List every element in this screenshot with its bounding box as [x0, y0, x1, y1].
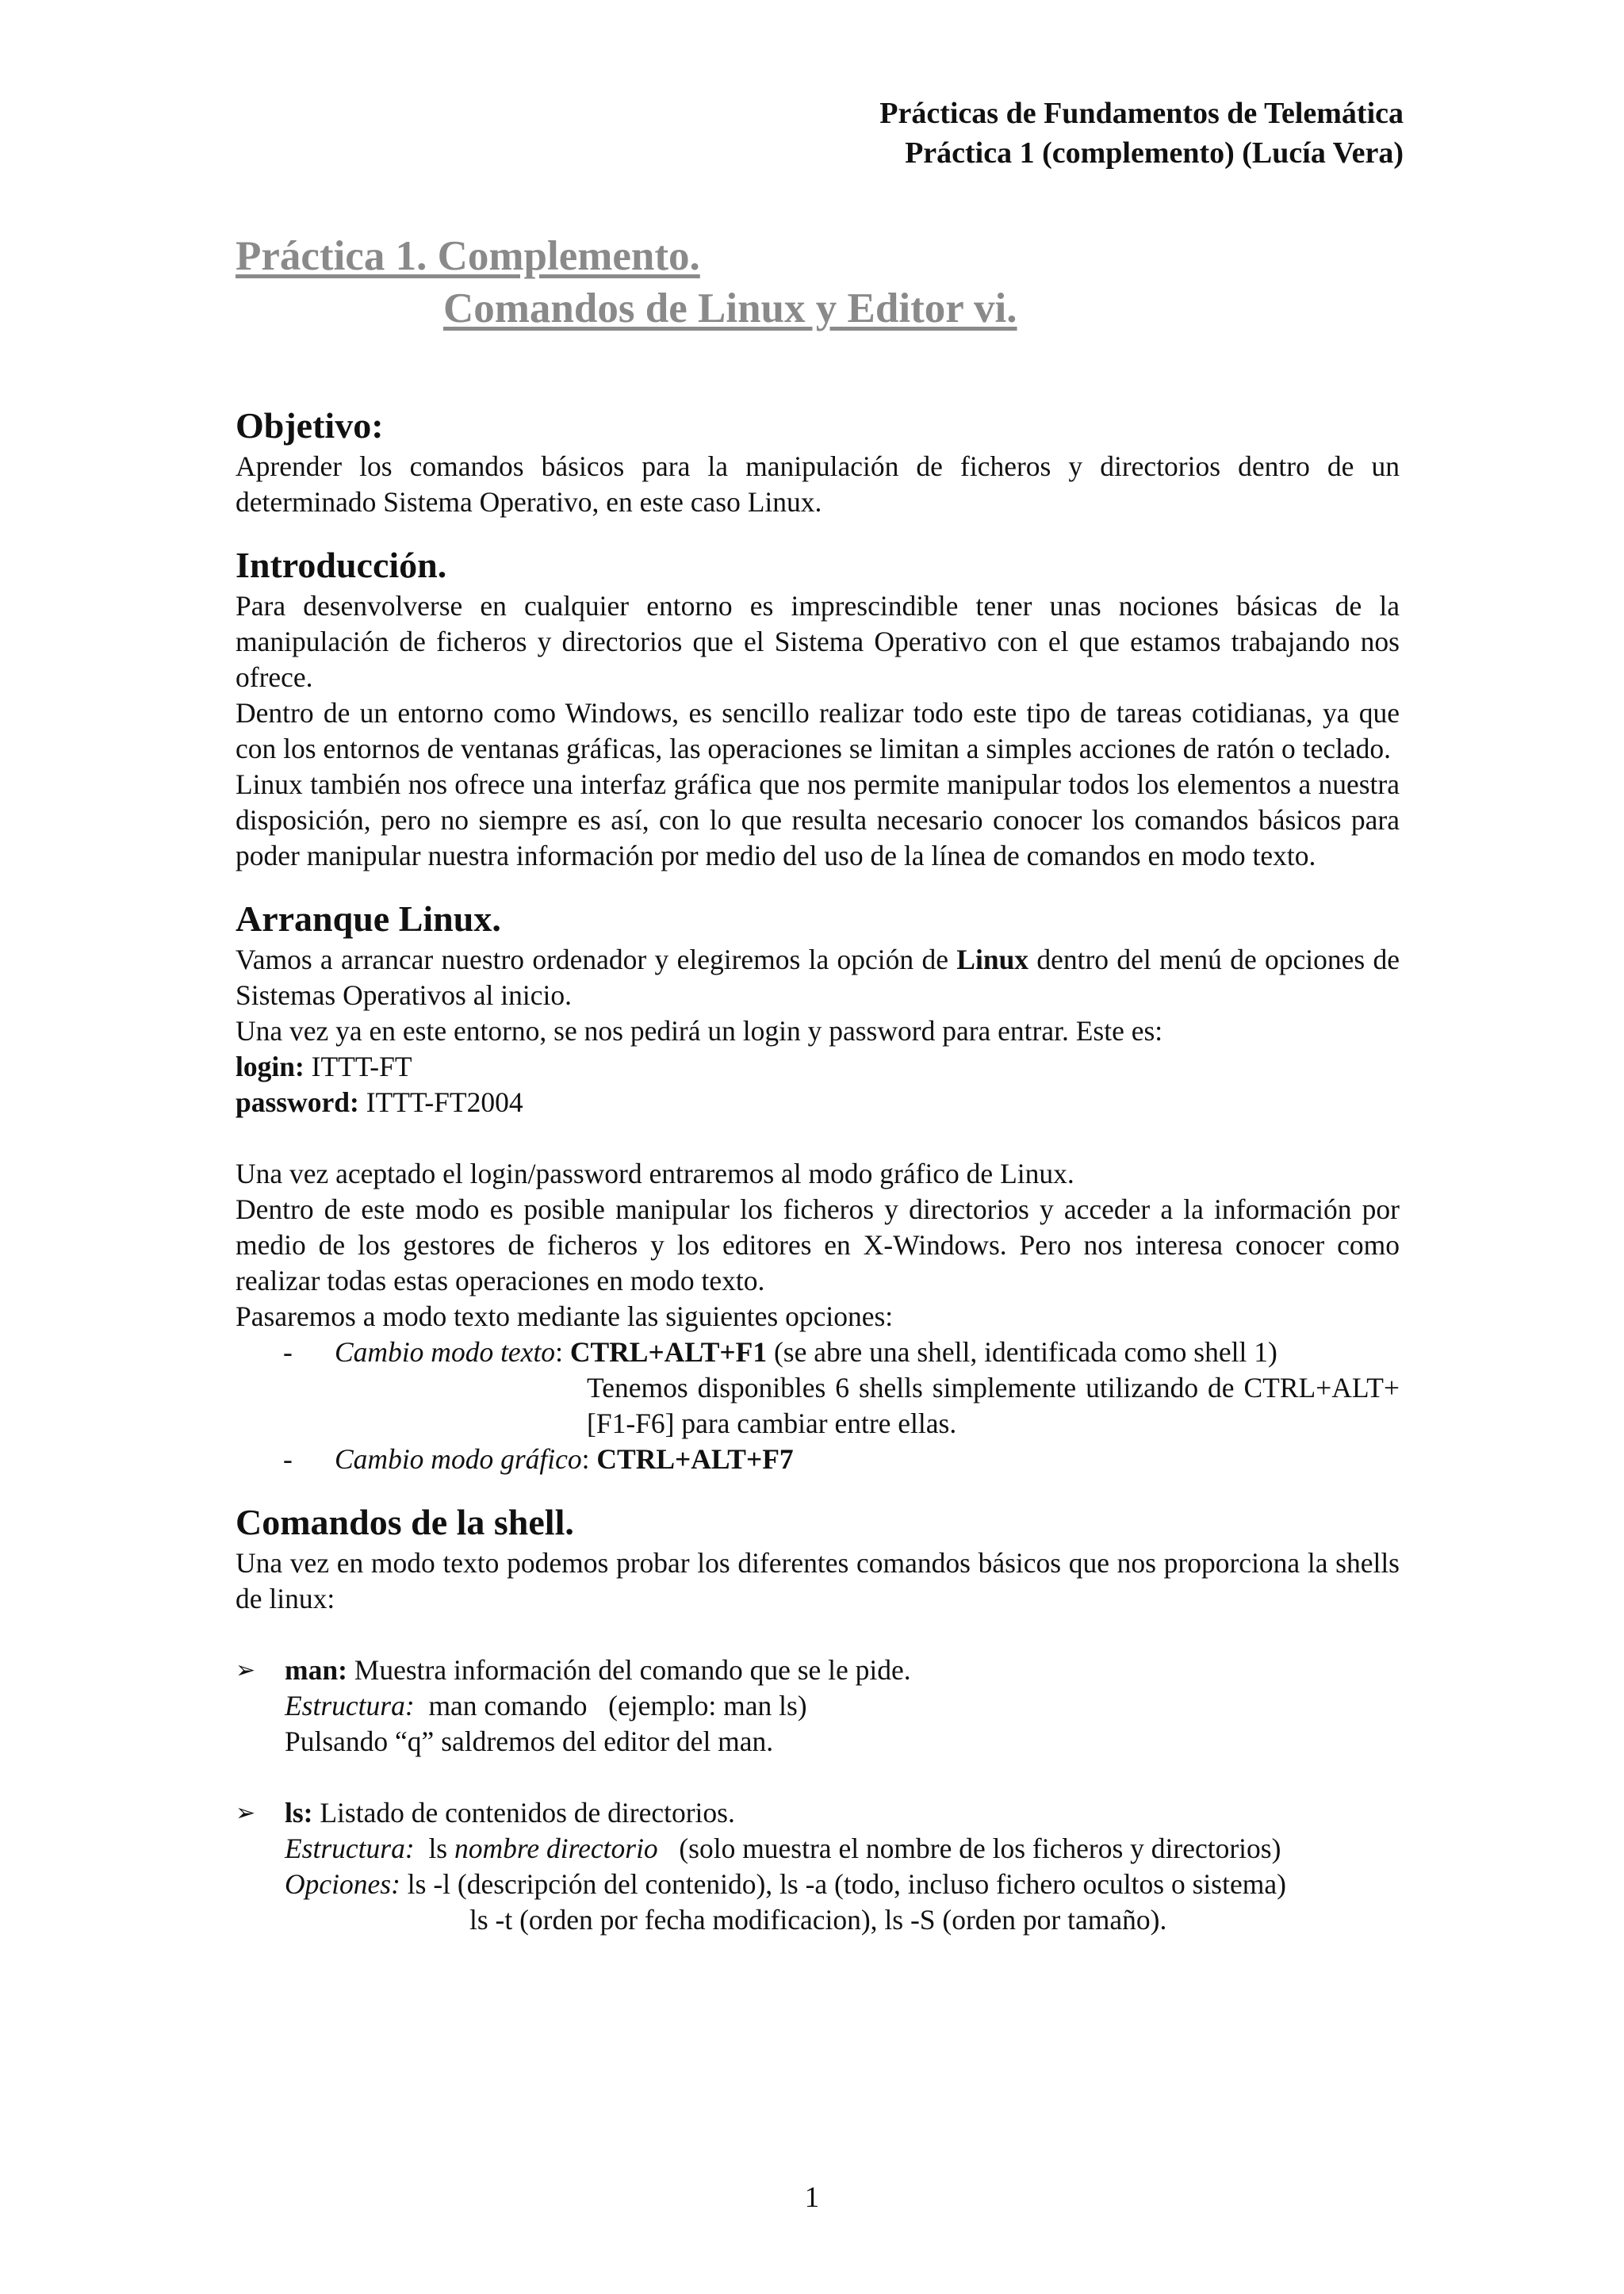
options-line-1: ls -l (descripción del contenido), ls -a (todo, incluso fichero ocultos o sistema)	[400, 1868, 1286, 1900]
option-label: Cambio modo gráfico	[335, 1443, 582, 1475]
objetivo-text: Aprender los comandos básicos para la manipulación de ficheros y directorios dentro de un determinado Sistema Operativo, en este caso Linux.	[236, 450, 1400, 518]
command-desc: Muestra información del comando que se le pide.	[347, 1654, 911, 1686]
arranque-paragraph-3: Una vez aceptado el login/password entraremos al modo gráfico de Linux.	[236, 1158, 1074, 1189]
objetivo-heading: Objetivo:	[236, 405, 384, 446]
list-dash: -	[283, 1336, 293, 1368]
page-number: 1	[804, 2181, 820, 2214]
options-line-2: ls -t (orden por fecha modificacion), ls -S (orden por tamaño).	[469, 1904, 1167, 1936]
structure-label: Estructura:	[285, 1690, 415, 1721]
list-dash: -	[283, 1443, 293, 1475]
document-title	[236, 230, 1017, 335]
command-man	[236, 1653, 1400, 1760]
header-course: Prácticas de Fundamentos de Telemática	[879, 97, 1404, 130]
login-line	[236, 1049, 1400, 1085]
structure-label: Estructura:	[285, 1833, 415, 1864]
command-name: man:	[285, 1654, 347, 1686]
command-name: ls:	[285, 1797, 313, 1829]
password-line	[236, 1085, 1400, 1120]
arranque-paragraph-5: Pasaremos a modo texto mediante las siguientes opciones:	[236, 1300, 894, 1332]
command-ls: ➢ ls: Listado de contenidos de directorios. Estructura: ls nombre directorio (solo muestra el nombre de los ficheros y directorios) Opciones: ls -l (descripción del contenido), ls -a (todo, incluso fichero ocultos o sistema) ls -t (orden por fecha modificacion), ls -S (orden por tamaño).	[236, 1795, 1400, 1938]
comandos-intro: Una vez en modo texto podemos probar los diferentes comandos básicos que nos proporciona la shells de linux:	[236, 1547, 1400, 1614]
command-desc: Listado de contenidos de directorios.	[312, 1797, 735, 1829]
structure-text: man comando (ejemplo: man ls)	[414, 1690, 807, 1721]
arranque-paragraph-1: Vamos a arrancar nuestro ordenador y elegiremos la opción de Linux dentro del menú de opciones de Sistemas Operativos al inicio.	[236, 944, 1400, 1011]
option-text-mode: - Cambio modo texto: CTRL+ALT+F1 (se abre una shell, identificada como shell 1)	[236, 1335, 1400, 1370]
option-label: Cambio modo texto	[335, 1336, 556, 1368]
option-text-mode-detail: Tenemos disponibles 6 shells simplemente utilizando de CTRL+ALT+[F1-F6] para cambiar entre ellas.	[587, 1372, 1400, 1439]
structure-arg: nombre directorio	[454, 1833, 658, 1864]
command-note: Pulsando “q” saldremos del editor del man.	[285, 1725, 774, 1757]
option-keys: CTRL+ALT+F7	[596, 1443, 794, 1475]
document-body	[236, 403, 1400, 1938]
title-line-1: Práctica 1. Complemento.	[236, 233, 700, 279]
options-label: Opciones:	[285, 1868, 400, 1900]
option-graphic-mode: - Cambio modo gráfico: CTRL+ALT+F7	[236, 1442, 1400, 1477]
password-label: password:	[236, 1086, 359, 1118]
comandos-heading: Comandos de la shell.	[236, 1502, 574, 1542]
page-header	[879, 94, 1404, 173]
title-line-2: Comandos de Linux y Editor vi.	[443, 285, 1017, 331]
introduccion-paragraph-2: Dentro de un entorno como Windows, es sencillo realizar todo este tipo de tareas cotidianas, ya que con los entornos de ventanas gráficas, las operaciones se limitan a simples acciones de ratón o teclado.	[236, 697, 1400, 764]
login-value: ITTT-FT	[304, 1051, 412, 1082]
introduccion-heading: Introducción.	[236, 545, 447, 585]
arranque-paragraph-2: Una vez ya en este entorno, se nos pedirá un login y password para entrar. Este es:	[236, 1015, 1163, 1047]
option-keys: CTRL+ALT+F1	[569, 1336, 768, 1368]
arranque-paragraph-4: Dentro de este modo es posible manipular los ficheros y directorios y acceder a la información por medio de los gestores de ficheros y los editores en X-Windows. Pero nos interesa conocer como realizar todas estas operaciones en modo texto.	[236, 1193, 1400, 1296]
arranque-heading: Arranque Linux.	[236, 898, 501, 939]
linux-bold: Linux	[956, 944, 1029, 975]
introduccion-paragraph-3: Linux también nos ofrece una interfaz gráfica que nos permite manipular todos los elementos a nuestra disposición, pero no siempre es así, con lo que resulta necesario conocer los comandos básicos para poder manipular nuestra información por medio del uso de la línea de comandos en modo texto.	[236, 768, 1400, 871]
arrow-bullet-icon: ➢	[236, 1656, 256, 1684]
introduccion-paragraph-1: Para desenvolverse en cualquier entorno es imprescindible tener unas nociones básicas de la manipulación de ficheros y directorios que el Sistema Operativo con el que estamos trabajando nos ofrece.	[236, 590, 1400, 693]
header-practice: Práctica 1 (complemento) (Lucía Vera)	[905, 136, 1404, 170]
password-value: ITTT-FT2004	[358, 1086, 523, 1118]
login-label: login:	[236, 1051, 304, 1082]
arrow-bullet-icon: ➢	[236, 1799, 256, 1827]
